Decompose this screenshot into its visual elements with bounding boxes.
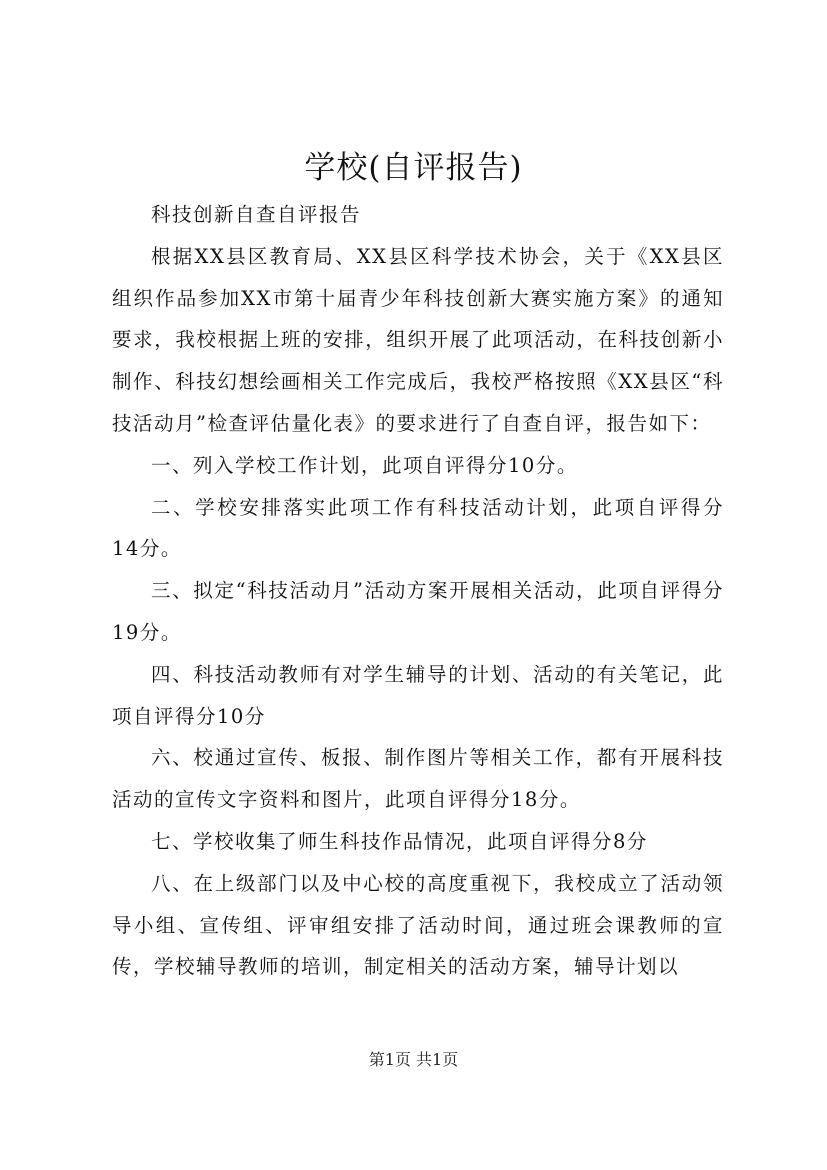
page-footer: 第1页 共1页 [368, 1050, 459, 1069]
paragraph-item-4: 四、科技活动教师有对学生辅导的计划、活动的有关笔记，此项自评得分10分 [112, 662, 724, 728]
document-body [112, 194, 724, 988]
paragraph-subtitle: 科技创新自查自评报告 [151, 203, 362, 226]
paragraph-intro: 根据XX县区教育局、XX县区科学技术协会，关于《XX县区组织作品参加XX市第十届青少年科技创新大赛实施方案》的通知要求，我校根据上班的安排，组织开展了此项活动，在科技创新小制作、科技幻想绘画相关工作完成后，我校严格按照《XX县区“科技活动月”检查评估量化表》的要求进行了自查自评，报告如下： [112, 244, 724, 435]
paragraph-item-6: 六、校通过宣传、板报、制作图片等相关工作，都有开展科技活动的宣传文字资料和图片，此项自评得分18分。 [112, 746, 724, 812]
paragraph-item-2: 二、学校安排落实此项工作有科技活动计划，此项自评得分14分。 [112, 495, 724, 561]
document-title: 学校(自评报告) [304, 150, 523, 186]
paragraph-item-3: 三、拟定“科技活动月”活动方案开展相关活动，此项自评得分19分。 [112, 579, 724, 644]
paragraph-item-7: 七、学校收集了师生科技作品情况，此项自评得分8分 [151, 829, 648, 853]
paragraph-item-1: 一、列入学校工作计划，此项自评得分10分。 [151, 453, 578, 477]
paragraph-item-8: 八、在上级部门以及中心校的高度重视下，我校成立了活动领导小组、宣传组、评审组安排了活动时间，通过班会课教师的宣传，学校辅导教师的培训，制定相关的活动方案，辅导计划以 [112, 871, 724, 979]
